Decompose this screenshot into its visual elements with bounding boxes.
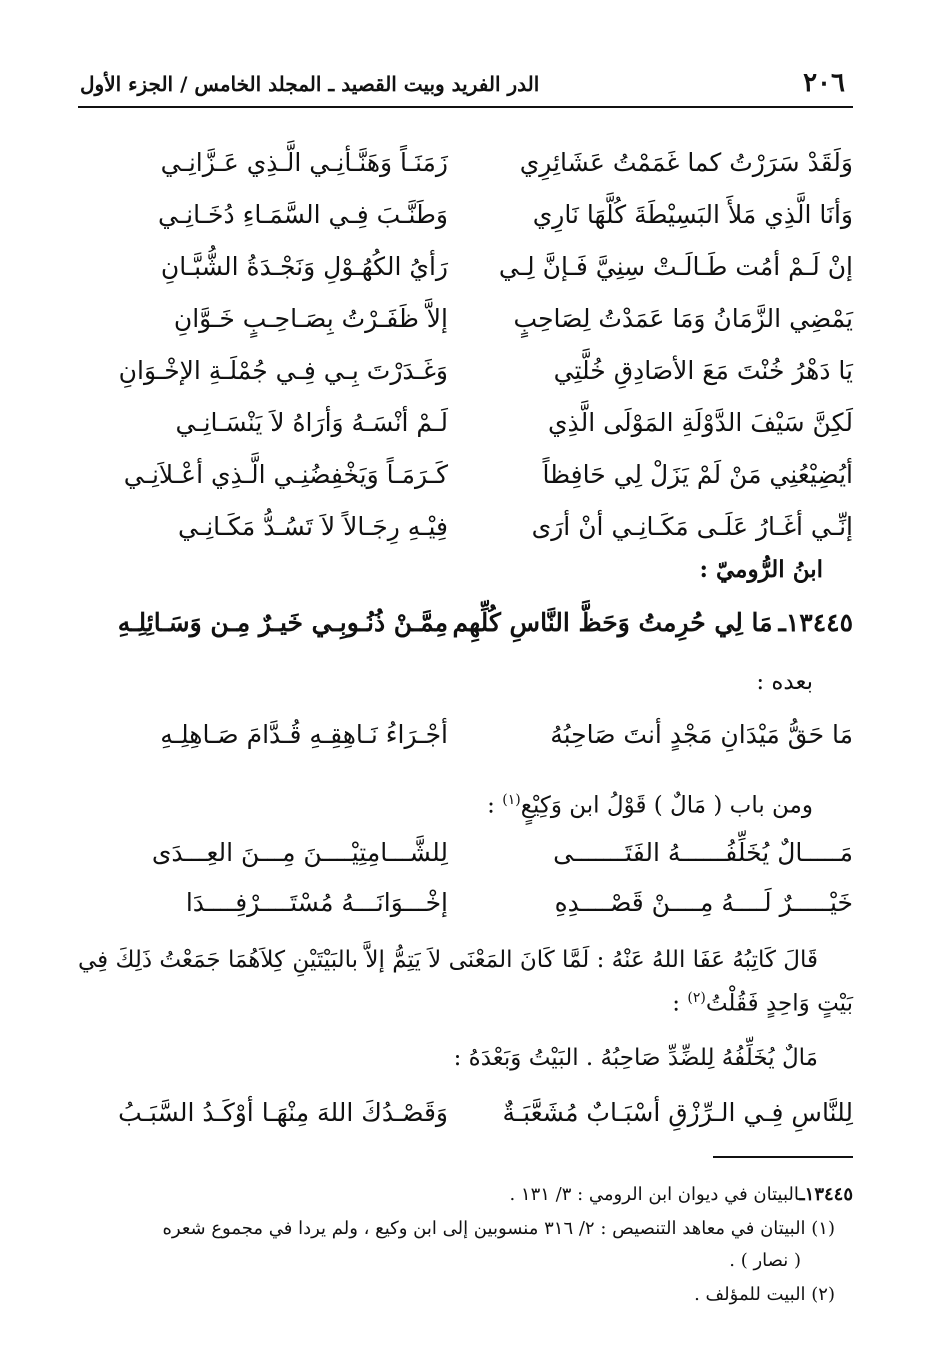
verse-second-hemistich: لِلشَّـــامِتِيْــــنَ مِـــنَ العِـــدَى [151, 838, 448, 867]
running-title: الدر الفريد وبيت القصيد ـ المجلد الخامس / الجزء الأول [80, 72, 540, 96]
verse-first-hemistich-text: مَا لِي حُرِمتُ وَحَظَّ النَّاسِ كُلِّهِم [452, 608, 773, 637]
verse-first-hemistich: خَيْـــــرٌ لَــــهُ مِــــنْ قَصْــــدِهِ [554, 888, 853, 917]
footnote-ref-1: (١) [502, 792, 521, 808]
verse-first-hemistich: مَا حَقُّ مَيْدَانِ مَجْدٍ أنتَ صَاحِبُهُ [550, 720, 853, 749]
bab-line [78, 780, 813, 826]
verse-second-hemistich: وَغَـدَرْتَ بِـي فِـي جُمْلَـةِ الإخْـوَانِ [118, 356, 448, 385]
poet-label: ابنُ الرُّوميّ : [699, 556, 823, 583]
verse-line [78, 294, 853, 344]
verse-first-hemistich: لِلنَّاسِ فِـي الـرِّزْقِ أسْبَـابٌ مُشَعَّبَـةٌ [502, 1098, 853, 1127]
verse-first-hemistich: وَأنَا الَّذِي مَلأَ البَسِيْطَةَ كُلَّهَا نَارِي [532, 200, 853, 229]
verse-line [78, 138, 853, 188]
verse-second-hemistich: زَمَنَـاً وَهَنَّـأنِـي الَّـذِي عَـزَّانِـي [160, 148, 448, 177]
verse-entry-13445 [78, 598, 853, 648]
verse-line [78, 346, 853, 396]
verse-second-hemistich: إخْـــوَانَـــهُ مُسْتَــــرْفِــــدَا [185, 888, 448, 917]
page-header [78, 66, 853, 108]
footnote-1-line-2: ( نصار ) . [729, 1250, 801, 1271]
bab-tail: : [487, 792, 503, 819]
verse-line [78, 190, 853, 240]
after-label: بعده : [756, 669, 813, 695]
verse-second-hemistich: مِمَّـنْ ذُنُـوبِـي خَيـرٌ مِـن وَسَـائِلِـهِ [117, 608, 448, 637]
footnote-text: البيتان في ديوان ابن الرومي : ٣/ ١٣١ . [509, 1184, 800, 1205]
footnote-ref-2: (٢) [687, 990, 706, 1006]
verse-first-hemistich: إنْ لَـمْ أمُت طَـالَـتْ سِنِيَّ فَـإنَّ لِـي [498, 252, 853, 281]
verse-first-hemistich: لَكِنَّ سَيْفَ الدَّوْلَةِ المَوْلَى الَّذِي [547, 408, 853, 437]
author-note-text: بَيْتٍ وَاحِدٍ فَقُلْتُ [705, 990, 853, 1017]
verse-line [78, 878, 853, 928]
footnote-1-line-1: (١) البيتان في معاهد التنصيص : ٢/ ٣١٦ منسوبين إلى ابن وكيع ، ولم يردا في مجموع شعره [162, 1218, 835, 1239]
verse-second-hemistich: رَأيُ الكُهُـوْلِ وَنَجْـدَةُ الشُّبَّـانِ [160, 252, 448, 281]
entry-number: ١٣٤٤٥ـ [778, 608, 853, 637]
verse-first-hemistich: يَمْضِي الزَّمَانُ وَمَا عَمَدْتُ لِصَاحِبٍ [513, 304, 853, 333]
footnote-separator [713, 1156, 853, 1158]
verse-first-hemistich: يَا دَهْرُ خُنْتَ مَعَ الأصَادِقِ خُلَّتِي [553, 356, 853, 385]
verse-second-hemistich: وَقَصْـدُكَ اللهَ مِنْهَـا أوْكَـدُ السَّبَـبُ [118, 1098, 448, 1127]
verse-first-hemistich: أيُضِيْعُنِي مَنْ لَمْ يَزَلْ لِي حَافِظاً [542, 460, 853, 489]
verse-line [78, 1088, 853, 1138]
author-note-line-1: قَالَ كَاتِبُهُ عَفَا اللهُ عَنْهُ : لَمَّا كَانَ المَعْنَى لاَ يَتِمُّ إلاَّ بالبَيْتَيْنِ كِلاَهُمَا جَمَعْتُ ذَلِكَ فِي [78, 947, 818, 973]
verse-second-hemistich: كَـرَمَـاً وَيَخْفِضُنِـي الَّـذِي أعْـلاَنِـي [123, 460, 448, 489]
page [78, 60, 853, 1350]
verse-line [78, 502, 853, 552]
author-note-line-2 [78, 978, 853, 1024]
verse-first-hemistich [452, 598, 853, 648]
author-note-tail: : [672, 990, 688, 1017]
verse-line [78, 242, 853, 292]
verse-line [78, 828, 853, 878]
verse-second-hemistich: أجْـرَاءُ نَـاهِقِـهِ قُـدَّامَ صَـاهِلِـهِ [160, 720, 448, 749]
verse-second-hemistich: لَـمْ أنْسَـهُ وَأرَاهُ لاَ يَنْسَـانِـي [175, 408, 448, 437]
page-number: ٢٠٦ [803, 68, 845, 98]
verse-line [78, 450, 853, 500]
verse-second-hemistich: فِيْـهِ رِجَـالاً لاَ تَسُـدُّ مَكَـانِـي [178, 512, 448, 541]
verse-line [78, 398, 853, 448]
verse-first-hemistich: وَلَقَدْ سَرَرْتُ كما غَمَمْتُ عَشَائِرِي [519, 148, 853, 177]
verse-first-hemistich: إنِّـي أغَـارُ عَلَـى مَكَـانِـي أنْ أرَى [531, 512, 853, 541]
verse-second-hemistich: إلاَّ ظَفَـرْتُ بِصَـاحِـبٍ خَـوَّانِ [173, 304, 448, 333]
footnote-2: (٢) البيت للمؤلف . [694, 1284, 835, 1305]
verse-line [78, 710, 853, 760]
footnote-13445 [78, 1180, 853, 1210]
hemistich-quote-line: مَالٌ يُخَلِّفُهُ لِلضِّدِّ صَاحِبُهُ . البَيْتُ وَبَعْدَهُ : [453, 1045, 818, 1071]
verse-first-hemistich: مَـــــالٌ يُخَلِّفُــــــهُ الفَتَـــــــى [553, 838, 853, 867]
bab-text: ومن باب ( مَالٌ ) قَوْلُ ابن وَكِيْعٍ [520, 792, 813, 819]
verse-second-hemistich: وَطَنَّـبَ فِـي السَّمَـاءِ دُخَـانِـي [157, 200, 448, 229]
footnote-number: ١٣٤٤٥ـ [799, 1184, 853, 1205]
